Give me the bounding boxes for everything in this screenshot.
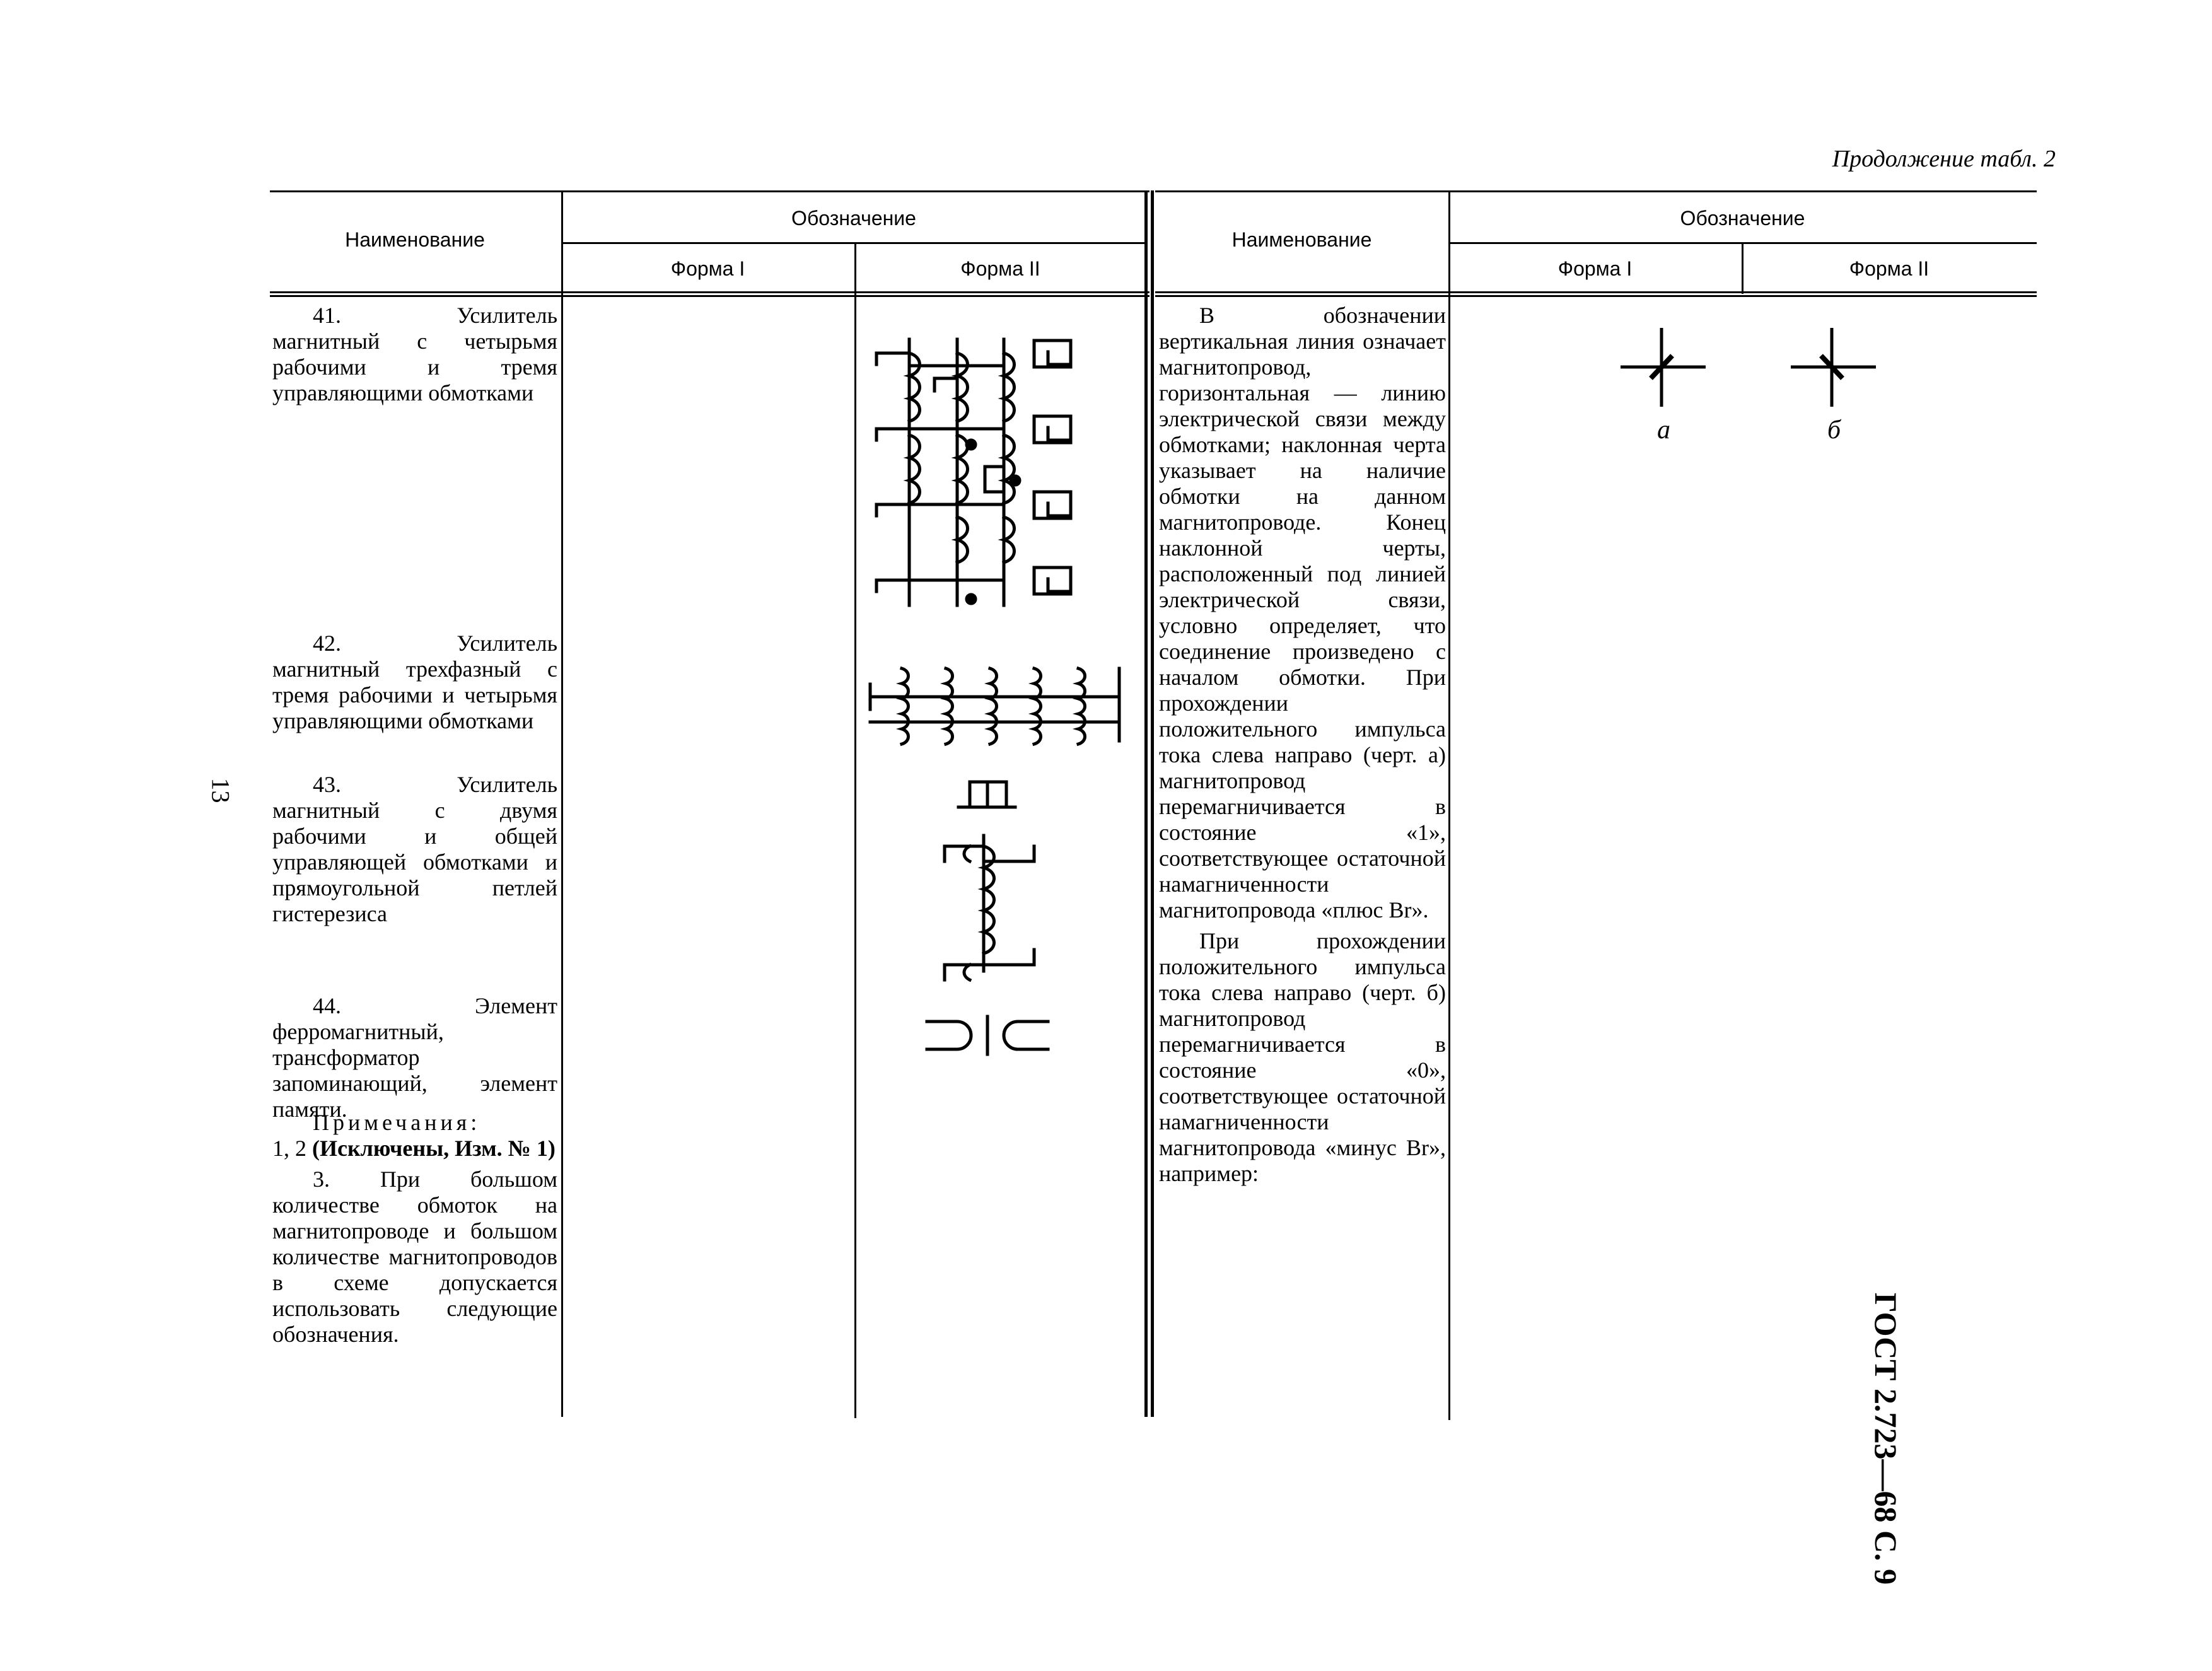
row-44-name: 44. Элемент ферромагнитный, трансформатор запоминающий, элемент памяти.	[272, 993, 557, 1122]
header-form1-right: Форма I	[1557, 257, 1633, 280]
header-designation-right: Обозначение	[1680, 207, 1805, 230]
note-3: 3. При большом количестве обмоток на магнитопроводе и большом количестве магнитопроводов в схеме допускается использовать следующие обозначения.	[272, 1167, 557, 1347]
crossing-symbol-a	[1614, 322, 1709, 448]
amplifier-43-symbol	[945, 782, 1034, 980]
row-42-name: 42. Усилитель магнитный трехфазный с тремя рабочими и четырьмя управляющими обмотками	[272, 631, 557, 733]
crossing-symbol-b	[1784, 322, 1879, 448]
header-form2-right: Форма II	[1849, 257, 1930, 280]
header-designation-left: Обозначение	[791, 207, 916, 230]
memory-element-symbol	[927, 1016, 1048, 1054]
continuation-label: Продолжение табл. 2	[1832, 146, 2056, 172]
amplifier-41-symbol	[876, 339, 1071, 605]
header-name-left: Наименование	[345, 228, 485, 251]
row-41-name: 41. Усилитель магнитный с четырьмя рабочими и тремя управляющими обмотками	[272, 303, 557, 405]
document-code: ГОСТ 2.723—68 С. 9	[1868, 1293, 1904, 1585]
magnetic-amplifier-symbols	[864, 315, 1129, 1053]
header-name-right: Наименование	[1231, 228, 1372, 251]
label-a: а	[1657, 416, 1670, 445]
amplifier-42-symbol	[870, 668, 1119, 744]
right-paragraph-1: В обозначении вертикальная линия означает магнитопровод, горизонтальная — линию электрической связи между обмотками; наклонная черта указывает на наличие обмотки на данном магнитопроводе. Конец наклонной черты, расположенный под линией электрической связи, условно определяет, что соединение произведено с началом обмотки. При прохождении положительного импульса тока слева направо (черт. а) магнитопровод перемагничивается в состояние «1», соответствующее остаточной намагниченности магнитопровода «плюс Br».	[1159, 303, 1446, 923]
right-paragraph-2: При прохождении положительного импульса тока слева направо (черт. б) магнитопровод перемагничивается в состояние «0», соответствующее остаточной намагниченности магнитопровода «минус Br», например:	[1159, 928, 1446, 1186]
notes-title: Примечания:	[313, 1110, 481, 1135]
label-b: б	[1827, 416, 1841, 445]
note-1-2: 1, 2 (Исключены, Изм. № 1)	[272, 1136, 556, 1161]
header-form1-left: Форма I	[670, 257, 745, 280]
header-form2-left: Форма II	[960, 257, 1040, 280]
notes-block	[272, 1110, 557, 1348]
page-number: 13	[206, 777, 235, 803]
right-description	[1159, 303, 1446, 1187]
row-43-name: 43. Усилитель магнитный с двумя рабочими и общей управляющей обмотками и прямоугольной петлей гистерезиса	[272, 772, 557, 926]
